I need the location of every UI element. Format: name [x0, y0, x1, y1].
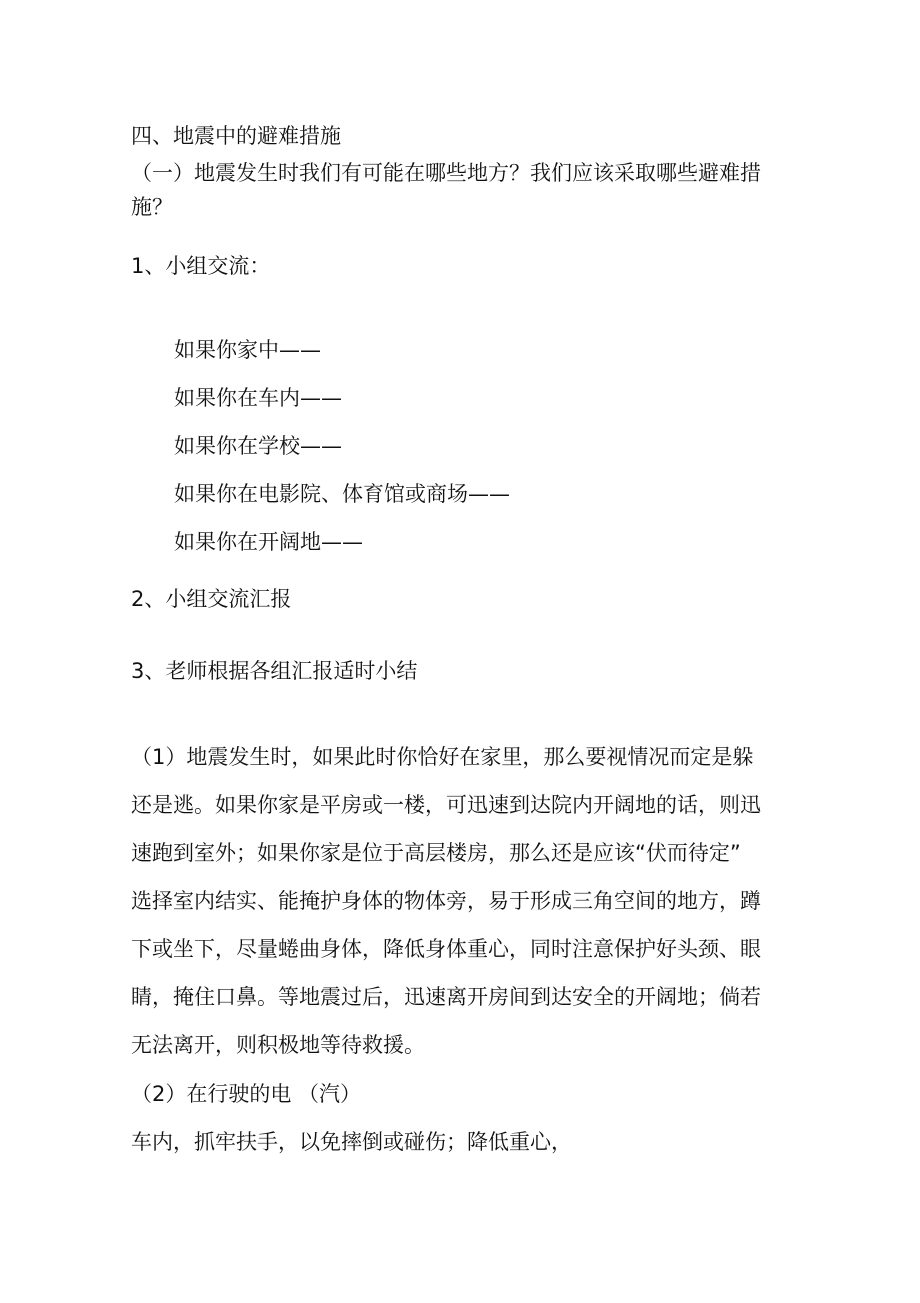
scenario-venue: 如果你在电影院、体育馆或商场——: [174, 482, 510, 506]
summary-1-line: 下或坐下，尽量蜷曲身体，降低身体重心，同时注意保护好头颈、眼: [131, 937, 761, 961]
section-title: 四、地震中的避难措施: [131, 124, 341, 148]
step-2-label: 2、小组交流汇报: [131, 587, 292, 611]
scenario-home: 如果你家中——: [174, 338, 321, 362]
step-1-label: 1、小组交流：: [131, 254, 271, 278]
summary-1-line: 速跑到室外；如果你家是位于高层楼房，那么还是应该“伏而待定”: [131, 841, 741, 865]
question-heading: （一）地震发生时我们有可能在哪些地方？我们应该采取哪些避难措施？: [131, 161, 761, 219]
summary-1-line: 还是逃。如果你家是平房或一楼，可迅速到达院内开阔地的话，则迅: [131, 793, 761, 817]
scenario-open-field: 如果你在开阔地——: [174, 530, 363, 554]
scenario-car: 如果你在车内——: [174, 386, 342, 410]
scenario-school: 如果你在学校——: [174, 434, 342, 458]
summary-1-line: 选择室内结实、能掩护身体的物体旁，易于形成三角空间的地方，蹲: [131, 889, 761, 913]
summary-2-body: 车内，抓牢扶手，以免摔倒或碰伤；降低重心，: [131, 1130, 572, 1154]
step-3-label: 3、老师根据各组汇报适时小结: [131, 659, 418, 683]
summary-1-line: 睛，掩住口鼻。等地震过后，迅速离开房间到达安全的开阔地；倘若: [131, 985, 761, 1009]
summary-2-title: （2）在行驶的电 （汽）: [131, 1082, 362, 1106]
summary-1-line: （1）地震发生时，如果此时你恰好在家里，那么要视情况而定是躲: [131, 745, 754, 769]
summary-1-line: 无法离开，则积极地等待救援。: [131, 1033, 425, 1057]
